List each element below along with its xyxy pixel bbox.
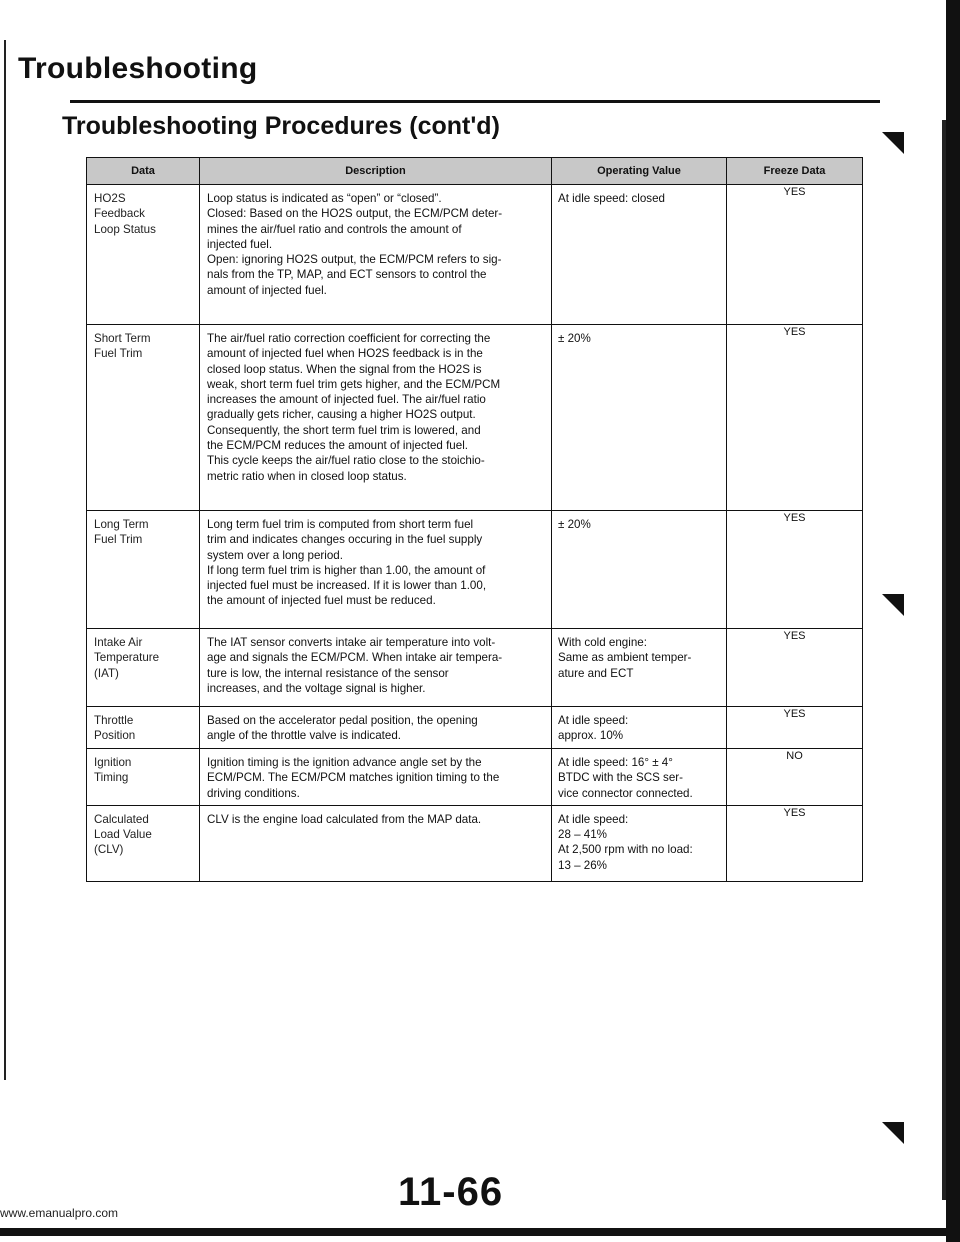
table-row: [87, 325, 863, 511]
table-body: [87, 185, 863, 882]
table-header-row: [87, 158, 863, 185]
description-cell-line: the ECM/PCM reduces the amount of injected fuel.: [207, 439, 468, 453]
description-cell-line: injected fuel.: [207, 237, 273, 251]
description-cell: [200, 707, 552, 749]
bottom-rule: [0, 1228, 946, 1236]
data-name-cell-line: (CLV): [94, 843, 124, 857]
description-cell-line: Loop status is indicated as “open” or “closed”.: [207, 192, 442, 205]
freeze-data-cell: YES: [727, 325, 863, 511]
description-cell-line: Long term fuel trim is computed from short term fuel: [207, 518, 474, 531]
description-cell-line: ECM/PCM. The ECM/PCM matches ignition timing to the: [207, 771, 500, 785]
operating-value-cell-line: Same as ambient temper-: [558, 651, 692, 665]
description-cell-line: system over a long period.: [207, 548, 343, 562]
freeze-data-cell: NO: [727, 749, 863, 806]
page-left-edge: [4, 40, 6, 1080]
description-cell: [200, 325, 552, 511]
description-cell-line: increases the amount of injected fuel. The air/fuel ratio: [207, 393, 486, 407]
description-cell-line: CLV is the engine load calculated from the MAP data.: [207, 812, 482, 826]
data-name-cell-line: Loop Status: [94, 222, 156, 236]
description-cell-line: The air/fuel ratio correction coefficient for correcting the: [207, 332, 491, 345]
data-name-cell-line: Fuel Trim: [94, 347, 143, 361]
header-data: Data: [87, 158, 200, 185]
description-cell-line: injected fuel must be increased. If it is lower than 1.00,: [207, 579, 487, 593]
header-operating-value: Operating Value: [552, 158, 727, 185]
table-row: [87, 629, 863, 707]
operating-value-cell-line: 28 – 41%: [558, 828, 607, 842]
operating-value-cell-line: At idle speed: closed: [558, 192, 665, 205]
data-name-cell-line: HO2S: [94, 192, 126, 205]
page-tab-marker-icon: [882, 594, 904, 616]
page-tab-marker-icon: [882, 132, 904, 154]
description-cell-line: amount of injected fuel when HO2S feedback is in the: [207, 347, 483, 361]
freeze-data-cell: YES: [727, 185, 863, 325]
description-cell: [200, 185, 552, 325]
table-row: [87, 749, 863, 806]
data-name-cell-line: Throttle: [94, 714, 134, 727]
table-row: [87, 805, 863, 881]
description-cell: [200, 511, 552, 629]
table-row: [87, 511, 863, 629]
operating-value-cell-line: 13 – 26%: [558, 858, 607, 872]
operating-value-cell: [552, 511, 727, 629]
operating-value-cell: [552, 749, 727, 806]
description-cell-line: Ignition timing is the ignition advance angle set by the: [207, 756, 482, 769]
freeze-data-cell: YES: [727, 805, 863, 881]
data-name-cell-line: Feedback: [94, 207, 145, 221]
operating-value-cell-line: At idle speed: 16° ± 4°: [558, 756, 673, 769]
title-rule: [70, 100, 880, 103]
table-row: [87, 185, 863, 325]
description-cell-line: closed loop status. When the signal from the HO2S is: [207, 362, 482, 376]
operating-value-cell: [552, 707, 727, 749]
data-name-cell-line: Intake Air: [94, 636, 143, 649]
operating-value-cell-line: ± 20%: [558, 332, 591, 345]
description-cell-line: increases, and the voltage signal is higher.: [207, 681, 426, 695]
header-description: Description: [200, 158, 552, 185]
table-row: [87, 707, 863, 749]
freeze-data-cell: YES: [727, 629, 863, 707]
description-cell-line: ture is low, the internal resistance of the sensor: [207, 666, 449, 680]
operating-value-cell-line: approx. 10%: [558, 729, 624, 743]
description-cell-line: Consequently, the short term fuel trim is lowered, and: [207, 423, 481, 437]
operating-value-cell-line: BTDC with the SCS ser-: [558, 771, 683, 785]
operating-value-cell: [552, 185, 727, 325]
description-cell-line: the amount of injected fuel must be reduced.: [207, 594, 436, 608]
page-title: Troubleshooting: [18, 52, 258, 85]
data-name-cell: [87, 511, 200, 629]
data-name-cell: [87, 805, 200, 881]
data-name-cell-line: Ignition: [94, 756, 132, 769]
data-name-cell-line: Position: [94, 729, 136, 743]
freeze-data-cell: YES: [727, 511, 863, 629]
operating-value-cell: [552, 629, 727, 707]
description-cell-line: metric ratio when in closed loop status.: [207, 469, 407, 483]
data-table: [86, 157, 863, 882]
operating-value-cell-line: At idle speed:: [558, 812, 629, 826]
page-number: 11-66: [398, 1170, 504, 1214]
description-cell-line: age and signals the ECM/PCM. When intake air tempera-: [207, 651, 503, 665]
page-tab-marker-icon: [882, 1122, 904, 1144]
data-name-cell: [87, 185, 200, 325]
section-title: Troubleshooting Procedures (cont'd): [62, 112, 500, 140]
description-cell-line: Based on the accelerator pedal position, the opening: [207, 714, 478, 727]
description-cell: [200, 629, 552, 707]
data-name-cell-line: Calculated: [94, 812, 149, 826]
watermark: www.emanualpro.com: [0, 1206, 119, 1220]
description-cell-line: Closed: Based on the HO2S output, the ECM/PCM deter-: [207, 207, 503, 221]
header-freeze-data: Freeze Data: [727, 158, 863, 185]
description-cell: [200, 749, 552, 806]
description-cell-line: The IAT sensor converts intake air temperature into volt-: [207, 636, 496, 649]
data-name-cell: [87, 325, 200, 511]
description-cell-line: trim and indicates changes occuring in the fuel supply: [207, 533, 483, 547]
operating-value-cell-line: ature and ECT: [558, 666, 634, 680]
data-name-cell: [87, 707, 200, 749]
freeze-data-cell: YES: [727, 707, 863, 749]
description-cell-line: gradually gets richer, causing a higher HO2S output.: [207, 408, 476, 422]
description-cell-line: If long term fuel trim is higher than 1.00, the amount of: [207, 563, 486, 577]
description-cell-line: nals from the TP, MAP, and ECT sensors to control the: [207, 268, 487, 282]
data-name-cell: [87, 749, 200, 806]
operating-value-cell-line: ± 20%: [558, 518, 591, 531]
description-cell: [200, 805, 552, 881]
data-name-cell-line: Temperature: [94, 651, 160, 665]
description-cell-line: This cycle keeps the air/fuel ratio close to the stoichio-: [207, 454, 485, 468]
operating-value-cell: [552, 325, 727, 511]
operating-value-cell-line: At 2,500 rpm with no load:: [558, 843, 693, 857]
data-name-cell-line: (IAT): [94, 666, 119, 680]
data-name-cell-line: Load Value: [94, 828, 152, 842]
data-name-cell-line: Fuel Trim: [94, 533, 143, 547]
data-name-cell-line: Short Term: [94, 332, 151, 345]
description-cell-line: angle of the throttle valve is indicated.: [207, 729, 401, 743]
data-name-cell: [87, 629, 200, 707]
data-name-cell-line: Timing: [94, 771, 129, 785]
operating-value-cell-line: With cold engine:: [558, 636, 647, 649]
data-name-cell-line: Long Term: [94, 518, 149, 531]
description-cell-line: driving conditions.: [207, 786, 300, 800]
description-cell-line: mines the air/fuel ratio and controls the amount of: [207, 222, 462, 236]
description-cell-line: Open: ignoring HO2S output, the ECM/PCM refers to sig-: [207, 253, 502, 267]
operating-value-cell-line: vice connector connected.: [558, 786, 693, 800]
operating-value-cell-line: At idle speed:: [558, 714, 629, 727]
binding-edge: [946, 0, 960, 1242]
description-cell-line: weak, short term fuel trim gets higher, and the ECM/PCM: [207, 377, 501, 391]
operating-value-cell: [552, 805, 727, 881]
description-cell-line: amount of injected fuel.: [207, 283, 327, 297]
